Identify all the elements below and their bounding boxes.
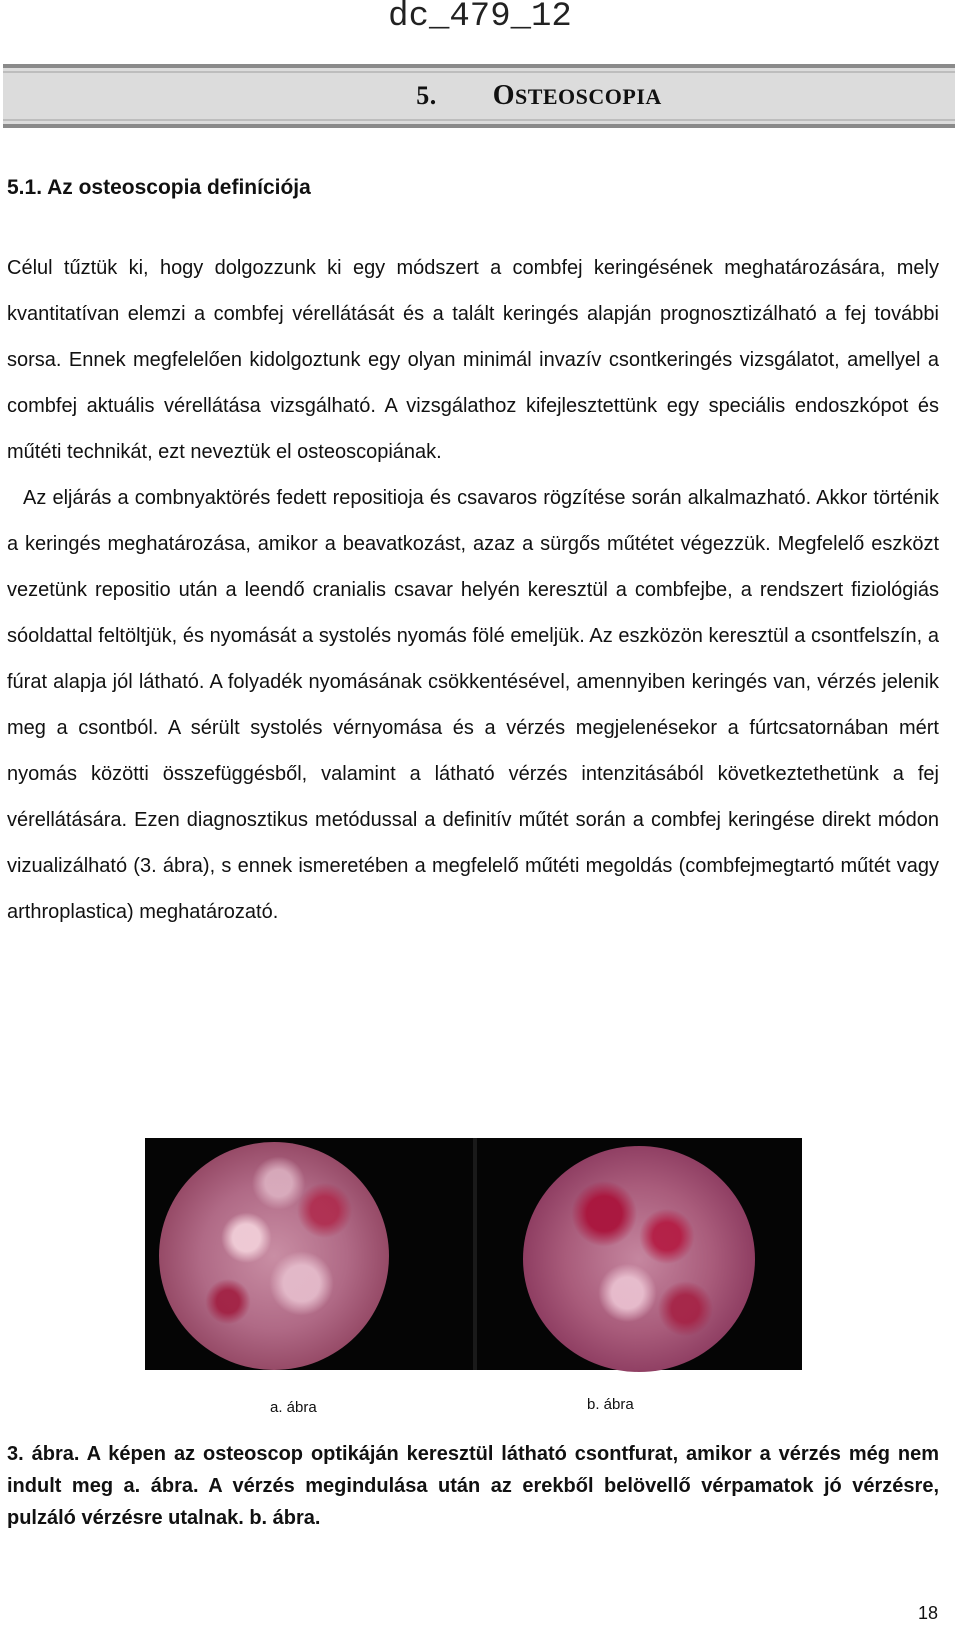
document-id: dc_479_12	[388, 0, 572, 36]
chapter-title-rest: STEOSCOPIA	[514, 84, 662, 109]
chapter-title-initial: O	[492, 80, 515, 111]
figure-label-a: a. ábra	[270, 1399, 317, 1416]
page-number: 18	[917, 1603, 938, 1623]
section-heading: 5.1. Az osteoscopia definíciója	[7, 176, 311, 199]
body-text	[7, 245, 939, 935]
endoscopy-image-b	[523, 1146, 755, 1372]
paragraph-2: Az eljárás a combnyaktörés fedett repositioja és csavaros rögzítése során alkalmazható. Akkor történik a keringés meghatározása, amikor a beavatkozást, azaz a sürgős műtétet végezzük. Megfelelő eszközt vezetünk repositio után a leendő cranialis csavar helyén keresztül a combfejbe, a rendszert fiziológiás sóoldattal feltöltjük, és nyomását a systolés nyomás fölé emeljük. Az eszközön keresztül a csontfelszín, a fúrat alapja jól látható. A folyadék nyomásának csökkentésével, amennyiben keringés van, vérzés jelenik meg a csontból. A sérült systolés vérnyomása és a vérzés megjelenésekor a fúrtcsatornában mért nyomás közötti összefüggésből, valamint a látható vérzés intenzitásából következtethetünk a fej vérellátására. Ezen diagnosztikus metódussal a definitív műtét során a combfej keringése direkt módon vizualizálható (3. ábra), s ennek ismeretében a megfelelő műtéti megoldás (combfejmegtartó műtét vagy arthroplastica) meghatározató.	[7, 487, 939, 923]
chapter-title	[416, 80, 662, 112]
paragraph-1: Célul tűztük ki, hogy dolgozzunk ki egy módszert a combfej keringésének meghatározására, mely kvantitatívan elemzi a combfej vérellátását és a talált keringés alapján prognosztizálható a fej további sorsa. Ennek megfelelően kidolgoztunk egy olyan minimál invazív csontkeringés vizsgálatot, amellyel a combfej aktuális vérellátása vizsgálható. A vizsgálathoz kifejlesztettünk egy speciális endoszkópot és műtéti technikát, ezt neveztük el osteoscopiának.	[7, 257, 939, 463]
figure-caption: 3. ábra. A képen az osteoscop optikáján keresztül látható csontfurat, amikor a vérzés még nem indult meg a. ábra. A vérzés megindulása után az erekből belövellő vérpamatok jó vérzésre, pulzáló vérzésre utalnak. b. ábra.	[7, 1443, 939, 1529]
endoscopy-figure	[145, 1138, 802, 1370]
chapter-number: 5.	[416, 81, 437, 110]
chapter-header	[3, 64, 955, 128]
figure-divider	[473, 1138, 477, 1370]
endoscopy-image-a	[159, 1142, 389, 1370]
figure-label-b: b. ábra	[587, 1396, 634, 1413]
